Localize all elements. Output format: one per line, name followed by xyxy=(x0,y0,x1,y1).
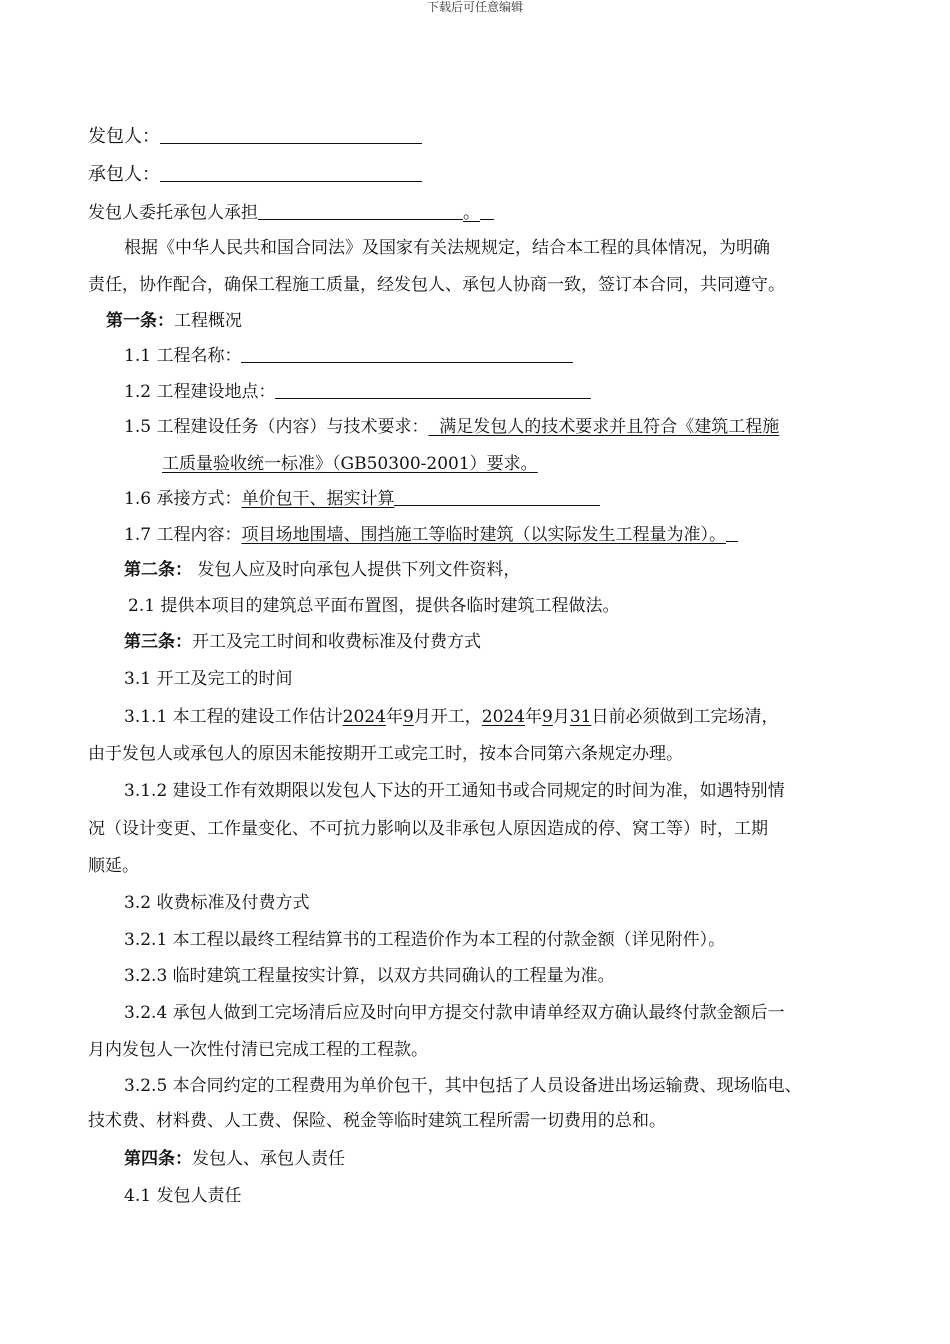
end-month: 9 xyxy=(542,707,553,727)
item-3-1-1-text-c: 月开工， xyxy=(413,707,482,727)
contractor-line xyxy=(88,164,422,186)
article-1-heading: 第一条： xyxy=(106,311,174,331)
article-4-heading-rest: 发包人、承包人责任 xyxy=(192,1149,345,1169)
task-value-2: 工质量验收统一标准》（GB50300-2001）要求。 xyxy=(162,454,538,474)
preamble-line-2: 责任，协作配合，确保工程施工质量，经发包人、承包人协商一致，签订本合同，共同遵守。 xyxy=(88,275,785,295)
item-4-1: 4.1 发包人责任 xyxy=(124,1186,242,1206)
article-2-heading-rest: 发包人应及时向承包人提供下列文件资料， xyxy=(192,560,521,580)
article-2-title xyxy=(124,559,520,581)
entrust-blank[interactable] xyxy=(258,203,463,220)
item-3-2-5-line-1: 3.2.5 本合同约定的工程费用为单价包干，其中包括了人员设备进出场运输费、现场临电、 xyxy=(124,1076,802,1096)
item-3-1-1-text-f: 日前必须做到工完场清， xyxy=(591,707,779,727)
start-month: 9 xyxy=(402,707,414,727)
entrust-line xyxy=(88,202,494,224)
entrust-text: 发包人委托承包人承担 xyxy=(88,203,258,223)
item-3-1-2-line-2: 况（设计变更、工作量变化、不可抗力影响以及非承包人原因造成的停、窝工等）时，工期 xyxy=(88,819,768,839)
article-2-heading: 第二条： xyxy=(124,560,192,580)
contractor-blank[interactable] xyxy=(160,165,422,182)
item-3-1: 3.1 开工及完工的时间 xyxy=(124,669,293,689)
employer-blank[interactable] xyxy=(160,127,422,144)
end-day: 31 xyxy=(569,707,592,727)
item-3-2-4-line-1: 3.2.4 承包人做到工完场清后应及时向甲方提交付款申请单经双方确认最终付款金额后一 xyxy=(124,1003,785,1023)
header-note: 下载后可任意编辑 xyxy=(426,0,523,14)
method-label: 1.6 承接方式： xyxy=(124,489,242,509)
item-1-7 xyxy=(124,524,738,546)
item-1-6 xyxy=(124,488,600,510)
article-3-heading: 第三条： xyxy=(124,632,192,652)
method-value: 单价包干、据实计算 xyxy=(241,489,395,509)
item-3-1-1-text-d: 年 xyxy=(525,707,543,727)
item-3-1-2-line-1: 3.1.2 建设工作有效期限以发包人下达的开工通知书或合同规定的时间为准，如遇特别情 xyxy=(124,781,785,801)
method-blank xyxy=(394,489,600,506)
employer-line xyxy=(88,126,422,148)
task-label: 1.5 工程建设任务（内容）与技术要求： xyxy=(124,417,429,437)
item-3-1-1-line-2: 由于发包人或承包人的原因未能按期开工或完工时，按本合同第六条规定办理。 xyxy=(88,744,683,764)
item-3-2: 3.2 收费标准及付费方式 xyxy=(124,893,310,913)
item-3-1-1-text-e: 月 xyxy=(552,707,570,727)
article-4-heading: 第四条： xyxy=(124,1149,192,1169)
article-3-heading-rest: 开工及完工时间和收费标准及付费方式 xyxy=(192,632,481,652)
item-3-2-5-line-2: 技术费、材料费、人工费、保险、税金等临时建筑工程所需一切费用的总和。 xyxy=(88,1111,666,1131)
article-4-title xyxy=(124,1148,345,1170)
article-1-heading-rest: 工程概况 xyxy=(174,311,242,331)
item-3-1-1-text-a: 3.1.1 本工程的建设工作估计 xyxy=(124,707,343,727)
contractor-label: 承包人： xyxy=(88,164,160,185)
preamble-line-1: 根据《中华人民共和国合同法》及国家有关法规规定，结合本工程的具体情况，为明确 xyxy=(124,238,770,258)
content-tail-blank xyxy=(726,525,738,542)
item-3-1-1-text-b: 年 xyxy=(385,707,403,727)
task-value-1: 满足发包人的技术要求并且符合《建筑工程施 xyxy=(428,417,780,437)
project-site-blank[interactable] xyxy=(275,382,591,399)
article-3-title xyxy=(124,631,481,653)
project-site-label: 1.2 工程建设地点： xyxy=(124,382,276,402)
employer-label: 发包人： xyxy=(88,126,160,147)
content-label: 1.7 工程内容： xyxy=(124,525,242,545)
entrust-tail-blank xyxy=(480,203,494,220)
item-1-5 xyxy=(124,416,779,438)
content-value: 项目场地围墙、围挡施工等临时建筑（以实际发生工程量为准）。 xyxy=(241,525,726,545)
item-3-1-1 xyxy=(124,706,779,728)
end-year: 2024 xyxy=(481,707,526,727)
project-name-blank[interactable] xyxy=(241,346,573,363)
item-1-1 xyxy=(124,345,573,367)
item-3-2-4-line-2: 月内发包人一次性付清已完成工程的工程款。 xyxy=(88,1040,428,1060)
item-3-1-2-line-3: 顺延。 xyxy=(88,856,139,876)
entrust-end: 。 xyxy=(463,203,480,223)
item-3-2-3: 3.2.3 临时建筑工程量按实计算，以双方共同确认的工程量为准。 xyxy=(124,966,615,986)
item-2-1: 2.1 提供本项目的建筑总平面布置图，提供各临时建筑工程做法。 xyxy=(128,596,620,616)
item-1-2 xyxy=(124,381,591,403)
project-name-label: 1.1 工程名称： xyxy=(124,346,242,366)
item-3-2-1: 3.2.1 本工程以最终工程结算书的工程造价作为本工程的付款金额（详见附件）。 xyxy=(124,930,726,950)
article-1-title xyxy=(106,310,242,332)
start-year: 2024 xyxy=(342,707,386,727)
